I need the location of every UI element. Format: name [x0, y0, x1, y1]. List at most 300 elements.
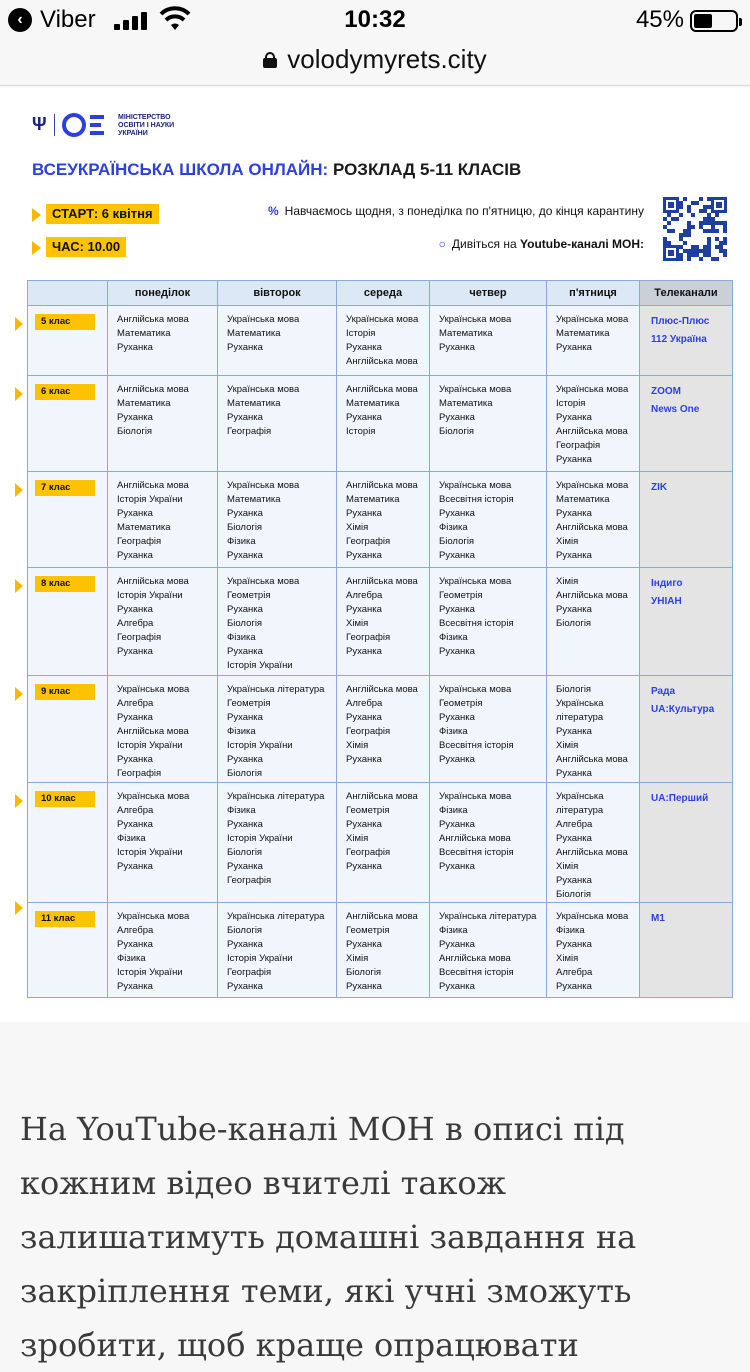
- row-arrow-icon: [15, 687, 23, 701]
- tv-channel-name: 112 Україна: [651, 334, 707, 345]
- subject-item: Руханка: [346, 981, 382, 992]
- subject-item: Історія: [346, 328, 376, 339]
- subject-item: Алгебра: [117, 805, 154, 816]
- subject-item: Математика: [556, 494, 610, 505]
- row-arrow-icon: [15, 317, 23, 331]
- tv-channel-cell: [640, 306, 733, 376]
- subject-item: Українська література: [439, 911, 537, 922]
- ministry-name: МІНІСТЕРСТВО ОСВІТИ І НАУКИ УКРАЇНИ: [118, 114, 175, 137]
- subject-item: Хімія: [556, 536, 579, 547]
- subject-item: Руханка: [556, 833, 592, 844]
- row-arrow-icon: [15, 579, 23, 593]
- schedule-poster: Ψ МІНІСТЕРСТВО ОСВІТИ І НАУКИ УКРАЇНИ ВСЕУКРАЇНСЬКА ШКОЛА ОНЛАЙН: РОЗКЛАД 5-11 КЛАСІВ СТАРТ: 6 квітня ЧАС: 10.00 % Навчаємось щодня, з понеділка по п'ятницю, до кінця карантину ○ Дивіться на Youtube-каналі МОН: понеділок вівторок середа четвер п'ятниця Телеканали 5 клас Англійська мова Математика Руханка Українська мова Математика Руханка Українська мова Історія Руханка Англійська мова Українська мова Математика Руханка Українська мова Математика Руханка Плюс-Плюс 112 Україна 6 клас Англійська мова Математика Руханка Біологія Українська мова Математика Руханка Географія Англійська мова Математика Руханка Історія Українська мова Математика Руханка Біологія Українська мова Історія Руханка Англійська мова Географія Руханка ZOOM News One 7 клас Англійська мова Історія України Руханка Математика Географія Руханка Українська мова Математика Руханка Біологія Фізика Руханка Англійська мова Математика Руханка Хімія Географія Руханка Українська мова Всесвітня історія Руханка Фізика Біологія Руханка Українська мова Математика Руханка Англійська мова Хімія Руханка ZIK 8 клас Англійська мова Історія України Руханка Алгебра Географія Руханка Українська мова Геометрія Руханка Біологія Фізика Руханка Історія України Англійська мова Алгебра Руханка Хімія Географія Руханка Українська мова Геометрія Руханка Всесвітня історія Фізика Руханка Хімія Англійська мова Руханка Біологія Індиго УНІАН 9 клас Українська мова Алгебра Руханка Англійська мова Історія України Руханка Географія Українська література Геометрія Руханка Фізика Історія України Руханка Біологія Англійська мова Алгебра Руханка Географія Хімія Руханка Українська мова Геометрія Руханка Фізика Всесвітня історія Руханка Біологія Українська література Руханка Хімія Англійська мова Руханка Рада UA:Культура 10 клас Українська мова Алгебра Руханка Фізика Історія України Руханка Українська література Фізика Руханка Історія України Біологія Руханка Географія Англійська мова Геометрія Руханка Хімія Географія Руханка Українська мова Фізика Руханка Англійська мова Всесвітня історія Руханка Українська література Алгебра Руханка Англійська мова Хімія Руханка Біологія UA:Перший 11 клас Українська мова Алгебра Руханка Фізика Історія України Руханка Українська література Біологія Руханка Історія України Географія Руханка Англійська мова Геометрія Руханка Хімія Біологія Руханка Українська література Фізика Руханка Англійська мова Всесвітня історія Руханка Українська мова Фізика Руханка Хімія Алгебра Руханка M1: [0, 88, 750, 1022]
- subjects-cell-thu: [430, 376, 547, 472]
- subject-item: Руханка: [346, 861, 382, 872]
- subject-item: Українська мова: [117, 911, 190, 922]
- subject-item: Руханка: [346, 819, 382, 830]
- subject-item: Математика: [227, 494, 281, 505]
- subject-item: Хімія: [346, 740, 369, 751]
- subject-item: Українська: [556, 791, 604, 802]
- schedule-row: [28, 903, 733, 998]
- clock: 10:32: [344, 6, 406, 33]
- subject-item: Математика: [117, 398, 171, 409]
- subject-item: Математика: [346, 494, 400, 505]
- subject-item: Руханка: [556, 939, 592, 950]
- subjects-cell-fri: [547, 472, 640, 568]
- subject-item: Руханка: [227, 981, 263, 992]
- subject-item: Руханка: [227, 861, 263, 872]
- subject-item: Фізика: [227, 805, 256, 816]
- subject-item: Руханка: [117, 819, 153, 830]
- subject-item: Руханка: [227, 754, 263, 765]
- tv-channel-cell: [640, 472, 733, 568]
- subject-item: Геометрія: [346, 805, 390, 816]
- subjects-cell-thu: [430, 568, 547, 676]
- subject-item: Українська мова: [439, 314, 512, 325]
- tv-channel-name: UA:Перший: [651, 793, 709, 804]
- subject-item: Математика: [439, 328, 493, 339]
- schedule-row: [28, 376, 733, 472]
- subject-item: Руханка: [556, 508, 592, 519]
- subject-item: Руханка: [227, 342, 263, 353]
- subject-item: Руханка: [556, 768, 592, 779]
- back-to-app-icon[interactable]: ‹: [8, 8, 32, 32]
- subject-item: Хімія: [556, 576, 579, 587]
- article-paragraph: На YouTube-каналі МОН в описі під кожним відео вчителі також залишатимуть домашні завдання на закріплення теми, які учні зможуть зробити, щоб краще опрацювати: [20, 1110, 637, 1364]
- row-arrow-icon: [15, 901, 23, 915]
- subject-item: Математика: [439, 398, 493, 409]
- subjects-cell-mon: [108, 783, 218, 903]
- subject-item: Географія: [117, 536, 162, 547]
- subject-item: Географія: [346, 726, 391, 737]
- grade-badge: 11 клас: [35, 911, 95, 927]
- subject-item: Руханка: [117, 342, 153, 353]
- subject-item: Англійська мова: [556, 426, 628, 437]
- schedule-table: [27, 280, 733, 998]
- back-app-label[interactable]: Viber: [40, 6, 96, 33]
- grade-badge: 7 клас: [35, 480, 95, 496]
- grade-badge: 9 клас: [35, 684, 95, 700]
- subject-item: Руханка: [556, 981, 592, 992]
- subject-item: Географія: [117, 632, 162, 643]
- subject-item: Історія України: [117, 590, 183, 601]
- article-body: [0, 1022, 750, 1364]
- subject-item: Історія України: [117, 740, 183, 751]
- subject-item: Математика: [346, 398, 400, 409]
- percent-marker-icon: %: [268, 204, 279, 218]
- subject-item: Руханка: [556, 550, 592, 561]
- subject-item: Руханка: [556, 726, 592, 737]
- subject-item: Руханка: [227, 412, 263, 423]
- subjects-cell-thu: [430, 783, 547, 903]
- subject-item: Хімія: [346, 833, 369, 844]
- subject-item: Руханка: [346, 412, 382, 423]
- subject-item: Руханка: [117, 861, 153, 872]
- subject-item: Руханка: [117, 981, 153, 992]
- subject-item: Географія: [117, 768, 162, 779]
- subject-item: Руханка: [439, 754, 475, 765]
- subjects-cell-fri: [547, 676, 640, 783]
- header-empty: [28, 281, 108, 306]
- subject-item: Українська мова: [227, 480, 300, 491]
- grade-cell: [28, 568, 108, 676]
- subjects-cell-wed: [337, 568, 430, 676]
- subject-item: Англійська мова: [556, 590, 628, 601]
- table-header-row: [28, 281, 733, 306]
- subjects-cell-mon: [108, 903, 218, 998]
- subject-item: Географія: [227, 967, 272, 978]
- subject-item: Математика: [227, 328, 281, 339]
- subject-item: Хімія: [556, 953, 579, 964]
- subject-item: Українська мова: [556, 314, 629, 325]
- subject-item: Руханка: [346, 342, 382, 353]
- subject-item: Руханка: [117, 712, 153, 723]
- subject-item: Алгебра: [346, 698, 383, 709]
- subject-item: Руханка: [117, 604, 153, 615]
- subject-item: Українська мова: [117, 684, 190, 695]
- lock-icon: [263, 52, 277, 68]
- subject-item: Біологія: [439, 536, 475, 547]
- battery-icon: [690, 10, 738, 32]
- subject-item: Географія: [227, 426, 272, 437]
- row-arrow-icon: [15, 387, 23, 401]
- subject-item: Руханка: [439, 646, 475, 657]
- subject-item: Руханка: [227, 604, 263, 615]
- subject-item: Руханка: [556, 875, 592, 886]
- subject-item: Руханка: [346, 939, 382, 950]
- row-arrow-icon: [15, 483, 23, 497]
- grade-cell: [28, 306, 108, 376]
- subject-item: Математика: [117, 522, 171, 533]
- subject-item: Руханка: [439, 604, 475, 615]
- subjects-cell-wed: [337, 472, 430, 568]
- subject-item: Руханка: [117, 754, 153, 765]
- subject-item: Українська мова: [227, 384, 300, 395]
- subject-item: Фізика: [227, 726, 256, 737]
- grade-badge: 6 клас: [35, 384, 95, 400]
- subject-item: Географія: [346, 536, 391, 547]
- subject-item: Руханка: [227, 508, 263, 519]
- subject-item: Фізика: [117, 953, 146, 964]
- subject-item: Українська література: [227, 791, 325, 802]
- subject-item: література: [556, 712, 604, 723]
- subject-item: Руханка: [556, 412, 592, 423]
- subjects-cell-mon: [108, 306, 218, 376]
- subjects-cell-thu: [430, 306, 547, 376]
- grade-badge: 10 клас: [35, 791, 95, 807]
- subject-item: Біологія: [227, 847, 263, 858]
- subjects-cell-tue: [218, 783, 337, 903]
- subjects-cell-mon: [108, 472, 218, 568]
- subjects-cell-wed: [337, 783, 430, 903]
- subject-item: Англійська мова: [346, 480, 418, 491]
- subject-item: Фізика: [439, 805, 468, 816]
- subject-item: Біологія: [227, 618, 263, 629]
- subject-item: Біологія: [439, 426, 475, 437]
- qr-code[interactable]: [663, 196, 727, 262]
- subject-item: Фізика: [556, 925, 585, 936]
- subject-item: Історія України: [227, 660, 293, 671]
- subject-item: Руханка: [346, 550, 382, 561]
- subject-item: Алгебра: [117, 618, 154, 629]
- subject-item: Історія України: [227, 740, 293, 751]
- subject-item: Руханка: [346, 646, 382, 657]
- grade-cell: [28, 783, 108, 903]
- subject-item: Всесвітня історія: [439, 967, 514, 978]
- subjects-cell-mon: [108, 568, 218, 676]
- subjects-cell-wed: [337, 676, 430, 783]
- subject-item: Руханка: [346, 754, 382, 765]
- subject-item: Руханка: [439, 412, 475, 423]
- subject-item: Руханка: [439, 550, 475, 561]
- subject-item: Руханка: [346, 712, 382, 723]
- grade-cell: [28, 676, 108, 783]
- subject-item: Історія: [556, 398, 586, 409]
- subject-item: Математика: [117, 328, 171, 339]
- subject-item: Всесвітня історія: [439, 740, 514, 751]
- subjects-cell-thu: [430, 676, 547, 783]
- subject-item: Географія: [556, 440, 601, 451]
- subjects-cell-tue: [218, 676, 337, 783]
- schedule-row: [28, 568, 733, 676]
- subject-item: Українська мова: [556, 911, 629, 922]
- tv-channel-name: News One: [651, 404, 700, 415]
- subject-item: Алгебра: [556, 967, 593, 978]
- header-tv-channels: Телеканали: [640, 281, 733, 306]
- subject-item: Англійська мова: [117, 480, 189, 491]
- subject-item: Руханка: [346, 508, 382, 519]
- grade-badge: 5 клас: [35, 314, 95, 330]
- subject-item: Українська мова: [117, 791, 190, 802]
- subject-item: Руханка: [117, 646, 153, 657]
- schedule-row: [28, 306, 733, 376]
- subject-item: Руханка: [346, 604, 382, 615]
- subject-item: Руханка: [439, 508, 475, 519]
- grade-cell: [28, 903, 108, 998]
- subject-item: Англійська мова: [117, 314, 189, 325]
- subject-item: Геометрія: [227, 698, 271, 709]
- subject-item: Фізика: [117, 833, 146, 844]
- subject-item: Англійська мова: [439, 833, 511, 844]
- subjects-cell-tue: [218, 568, 337, 676]
- subject-item: Фізика: [227, 536, 256, 547]
- subject-item: Всесвітня історія: [439, 847, 514, 858]
- subject-item: Біологія: [227, 522, 263, 533]
- subject-item: Англійська мова: [346, 791, 418, 802]
- subject-item: Геометрія: [439, 590, 483, 601]
- tv-channel-name: Плюс-Плюс: [651, 316, 710, 327]
- subject-item: Руханка: [439, 819, 475, 830]
- subject-item: Біологія: [556, 889, 592, 900]
- grade-badge: 8 клас: [35, 576, 95, 592]
- grade-cell: [28, 472, 108, 568]
- subject-item: Фізика: [439, 726, 468, 737]
- subject-item: Українська мова: [439, 791, 512, 802]
- header-tuesday: вівторок: [218, 281, 337, 306]
- subject-item: Хімія: [346, 618, 369, 629]
- subject-item: Українська мова: [556, 480, 629, 491]
- tv-channel-name: Рада: [651, 686, 676, 697]
- subject-item: Алгебра: [117, 925, 154, 936]
- subject-item: Українська мова: [439, 576, 512, 587]
- subject-item: Фізика: [439, 632, 468, 643]
- daily-note: % Навчаємось щодня, з понеділка по п'ятницю, до кінця карантину: [268, 204, 644, 218]
- subject-item: Руханка: [439, 342, 475, 353]
- subject-item: Фізика: [227, 632, 256, 643]
- subject-item: Геометрія: [439, 698, 483, 709]
- subject-item: Українська література: [227, 911, 325, 922]
- subject-item: Математика: [227, 398, 281, 409]
- tv-channel-cell: [640, 903, 733, 998]
- subject-item: Англійська мова: [439, 953, 511, 964]
- poster-title: ВСЕУКРАЇНСЬКА ШКОЛА ОНЛАЙН: РОЗКЛАД 5-11 КЛАСІВ: [32, 160, 522, 179]
- subject-item: Біологія: [227, 768, 263, 779]
- subject-item: Фізика: [439, 522, 468, 533]
- subject-item: Історія України: [117, 494, 183, 505]
- subject-item: Географія: [346, 847, 391, 858]
- subject-item: Біологія: [556, 684, 592, 695]
- subject-item: Англійська мова: [346, 356, 418, 367]
- subject-item: Англійська мова: [117, 726, 189, 737]
- subject-item: Хімія: [346, 953, 369, 964]
- subject-item: Історія України: [117, 967, 183, 978]
- tv-channel-name: ZIK: [651, 482, 668, 493]
- subject-item: Руханка: [227, 819, 263, 830]
- subject-item: Руханка: [439, 939, 475, 950]
- tv-channel-name: Індиго: [651, 578, 683, 589]
- subjects-cell-wed: [337, 306, 430, 376]
- tv-channel-cell: [640, 568, 733, 676]
- subjects-cell-fri: [547, 783, 640, 903]
- header-friday: п'ятниця: [547, 281, 640, 306]
- header-monday: понеділок: [108, 281, 218, 306]
- header-wednesday: середа: [337, 281, 430, 306]
- subject-item: Історія України: [227, 953, 293, 964]
- subjects-cell-thu: [430, 472, 547, 568]
- subject-item: Руханка: [439, 981, 475, 992]
- subject-item: Англійська мова: [346, 684, 418, 695]
- url-text[interactable]: volodymyrets.city: [287, 44, 487, 74]
- subjects-cell-tue: [218, 376, 337, 472]
- subject-item: Історія України: [227, 833, 293, 844]
- subjects-cell-mon: [108, 676, 218, 783]
- schedule-row: [28, 472, 733, 568]
- subject-item: Руханка: [117, 508, 153, 519]
- tv-channel-cell: [640, 676, 733, 783]
- subject-item: Руханка: [439, 861, 475, 872]
- subjects-cell-wed: [337, 376, 430, 472]
- subject-item: Українська мова: [439, 384, 512, 395]
- subject-item: Геометрія: [346, 925, 390, 936]
- subjects-cell-fri: [547, 376, 640, 472]
- subject-item: Біологія: [556, 618, 592, 629]
- subject-item: Історія України: [117, 847, 183, 858]
- subject-item: література: [556, 805, 604, 816]
- subject-item: Англійська мова: [346, 384, 418, 395]
- subjects-cell-fri: [547, 568, 640, 676]
- tv-channel-name: ZOOM: [651, 386, 681, 397]
- subject-item: Українська мова: [227, 314, 300, 325]
- subject-item: Руханка: [117, 412, 153, 423]
- subject-item: Геометрія: [227, 590, 271, 601]
- subject-item: Біологія: [227, 925, 263, 936]
- row-arrow-icon: [15, 794, 23, 808]
- tv-channel-name: M1: [651, 913, 665, 924]
- subject-item: Руханка: [556, 454, 592, 465]
- subject-item: Географія: [227, 875, 272, 886]
- subjects-cell-thu: [430, 903, 547, 998]
- subjects-cell-wed: [337, 903, 430, 998]
- header-thursday: четвер: [430, 281, 547, 306]
- subject-item: Українська мова: [439, 684, 512, 695]
- subjects-cell-mon: [108, 376, 218, 472]
- subject-item: Географія: [346, 632, 391, 643]
- tv-channel-cell: [640, 783, 733, 903]
- schedule-row: [28, 783, 733, 903]
- subjects-cell-fri: [547, 903, 640, 998]
- subjects-cell-tue: [218, 306, 337, 376]
- subject-item: Біологія: [117, 426, 153, 437]
- subject-item: Англійська мова: [346, 576, 418, 587]
- subject-item: Хімія: [556, 861, 579, 872]
- subject-item: Англійська мова: [346, 911, 418, 922]
- subject-item: Алгебра: [346, 590, 383, 601]
- subject-item: Українська мова: [346, 314, 419, 325]
- subject-item: Біологія: [346, 967, 382, 978]
- schedule-row: [28, 676, 733, 783]
- youtube-note: ○ Дивіться на Youtube-каналі МОН:: [438, 237, 644, 251]
- subjects-cell-tue: [218, 472, 337, 568]
- subject-item: Українська: [556, 698, 604, 709]
- subject-item: Історія: [346, 426, 376, 437]
- subject-item: Англійська мова: [556, 522, 628, 533]
- subject-item: Англійська мова: [556, 847, 628, 858]
- tv-channel-cell: [640, 376, 733, 472]
- subject-item: Руханка: [556, 604, 592, 615]
- subject-item: Українська мова: [227, 576, 300, 587]
- subject-item: Руханка: [556, 342, 592, 353]
- subject-item: Всесвітня історія: [439, 618, 514, 629]
- subject-item: Хімія: [556, 740, 579, 751]
- subject-item: Руханка: [227, 550, 263, 561]
- subject-item: Англійська мова: [556, 754, 628, 765]
- subject-item: Всесвітня історія: [439, 494, 514, 505]
- trident-icon: Ψ: [32, 114, 47, 134]
- address-bar[interactable]: [0, 40, 750, 86]
- subject-item: Алгебра: [556, 819, 593, 830]
- subject-item: Руханка: [439, 712, 475, 723]
- subject-item: Українська мова: [439, 480, 512, 491]
- subject-item: Англійська мова: [117, 384, 189, 395]
- tv-channel-name: УНІАН: [651, 596, 682, 607]
- status-bar: [0, 0, 750, 40]
- subject-item: Фізика: [439, 925, 468, 936]
- battery-percent: 45%: [635, 6, 684, 33]
- subject-item: Українська мова: [556, 384, 629, 395]
- tv-channel-name: UA:Культура: [651, 704, 715, 715]
- subject-item: Англійська мова: [117, 576, 189, 587]
- subject-item: Руханка: [227, 646, 263, 657]
- subject-item: Руханка: [227, 939, 263, 950]
- subject-item: Математика: [556, 328, 610, 339]
- subject-item: Українська література: [227, 684, 325, 695]
- subjects-cell-fri: [547, 306, 640, 376]
- subject-item: Алгебра: [117, 698, 154, 709]
- subject-item: Руханка: [117, 550, 153, 561]
- subject-item: Руханка: [227, 712, 263, 723]
- subjects-cell-tue: [218, 903, 337, 998]
- circle-marker-icon: ○: [438, 237, 446, 251]
